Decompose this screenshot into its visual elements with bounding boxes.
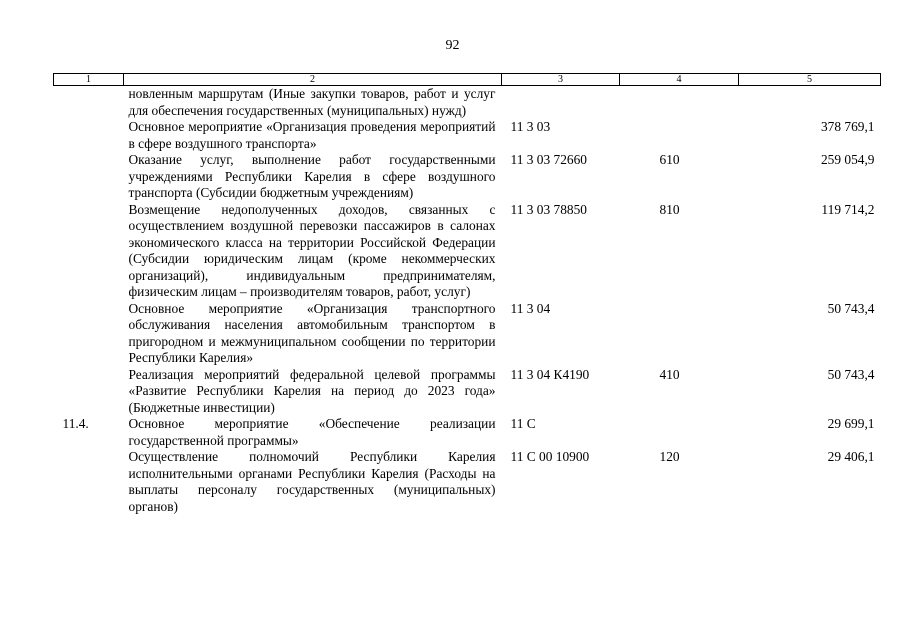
header-col-2: 2	[124, 74, 502, 86]
row-name: Основное мероприятие «Обеспечение реализации государственной программы»	[128, 416, 496, 448]
row-number	[54, 152, 124, 202]
row-number	[54, 449, 124, 515]
row-name: Основное мероприятие «Организация проведения мероприятий в сфере воздушного транспорта»	[128, 119, 496, 151]
row-expense-type: 810	[659, 201, 680, 217]
row-number	[54, 86, 124, 120]
row-sum	[739, 86, 881, 120]
row-expense-type	[620, 86, 739, 120]
row-code: 11 С	[510, 416, 536, 431]
table-row	[54, 449, 881, 515]
row-number	[54, 301, 124, 367]
row-sum: 378 769,1	[820, 119, 875, 134]
budget-table	[53, 73, 881, 515]
row-number: 11.4.	[62, 416, 89, 431]
row-name: новленным маршрутам (Иные закупки товаров, работ и услуг для обеспечения государственных (муниципальных) нужд)	[128, 86, 496, 118]
row-expense-type: 610	[659, 152, 680, 167]
row-name: Оказание услуг, выполнение работ государственными учреждениями Республики Карелия в сфере воздушного транспорта (Субсидии бюджетным учреждениям)	[128, 152, 496, 200]
row-code: 11 3 04	[510, 300, 551, 316]
header-col-1: 1	[54, 74, 124, 86]
row-code	[502, 86, 620, 120]
row-name: Возмещение недополученных доходов, связанных с осуществлением воздушной перевозки пассажиров в салонах экономического класса на территории Российской Федерации (Субсидии юридическим лицам (кроме некоммерческих организаций), индивидуальным предпринимателям, физическим лицам – производителям товаров, работ, услуг)	[128, 201, 496, 299]
row-expense-type	[620, 301, 739, 367]
row-number	[54, 119, 124, 152]
row-code: 11 3 03 72660	[510, 152, 587, 167]
row-code: 11 3 03	[510, 119, 551, 134]
table-body	[54, 86, 881, 516]
row-expense-type	[620, 119, 739, 152]
row-sum: 50 743,4	[827, 300, 875, 316]
row-code: 11 С 00 10900	[510, 449, 590, 464]
table-row	[54, 119, 881, 152]
table-row	[54, 416, 881, 449]
row-expense-type: 410	[659, 366, 680, 382]
table-row	[54, 152, 881, 202]
header-col-5: 5	[739, 74, 881, 86]
row-name: Основное мероприятие «Организация транспортного обслуживания населения автомобильным транспортом в пригородном и межмуниципальном сообщении по территории Республики Карелия»	[128, 300, 496, 365]
row-sum: 50 743,4	[827, 366, 875, 382]
table-row	[54, 202, 881, 301]
row-number	[54, 202, 124, 301]
row-code: 11 3 04 К4190	[510, 366, 590, 382]
row-number	[54, 367, 124, 417]
row-name: Реализация мероприятий федеральной целевой программы «Развитие Республики Карелия на период до 2023 года» (Бюджетные инвестиции)	[128, 366, 496, 415]
row-sum: 259 054,9	[820, 152, 875, 167]
row-expense-type: 120	[659, 449, 680, 464]
table-row	[54, 367, 881, 417]
header-col-3: 3	[502, 74, 620, 86]
row-name: Осуществление полномочий Республики Карелия исполнительными органами Республики Карелия (Расходы на выплаты персоналу государственных (муниципальных) органов)	[128, 449, 496, 514]
header-row	[54, 74, 881, 86]
row-sum: 29 699,1	[827, 416, 875, 431]
row-expense-type	[620, 416, 739, 449]
row-sum: 29 406,1	[827, 449, 875, 464]
row-sum: 119 714,2	[821, 201, 875, 217]
table-row	[54, 301, 881, 367]
row-code: 11 3 03 78850	[510, 201, 587, 217]
table-row	[54, 86, 881, 120]
table-header	[54, 74, 881, 86]
page-number: 92	[445, 38, 460, 53]
header-col-4: 4	[620, 74, 739, 86]
